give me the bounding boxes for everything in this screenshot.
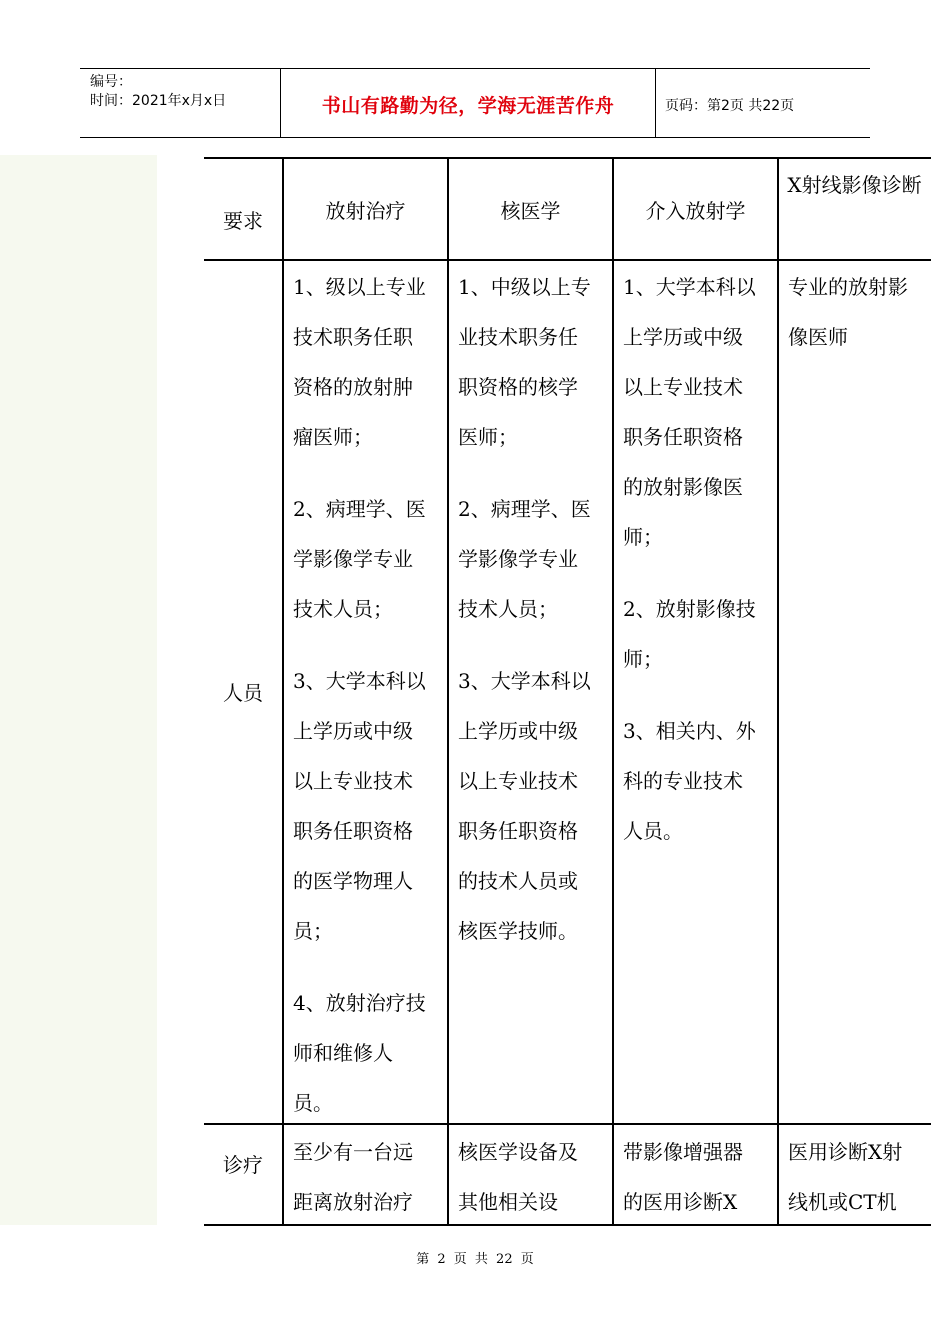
personnel-xray-diagnosis (788, 262, 908, 362)
cell-line: 职资格的核学 (458, 375, 578, 399)
personnel-interventional-radiology (623, 262, 756, 856)
cell-line: 的放射影像医 (623, 475, 743, 499)
header-meta (90, 73, 226, 111)
cell-line: 2、病理学、医 (293, 497, 426, 521)
cell-line: 师； (623, 647, 663, 671)
header-page-info: 页码：第2页 共22页 (665, 98, 795, 114)
table-rule (204, 259, 931, 261)
cell-line: 职务任职资格 (293, 819, 413, 843)
cell-line: 的医用诊断X (623, 1190, 738, 1214)
cell-line: 核医学技师。 (458, 919, 578, 943)
cell-line: 技术人员； (458, 597, 558, 621)
page-footer: 第 2 页 共 22 页 (416, 1252, 534, 1267)
equipment-xray-diagnosis (788, 1127, 902, 1227)
cell-line: 业技术职务任 (458, 325, 578, 349)
cell-line: 以上专业技术 (293, 769, 413, 793)
cell-line: 核医学设备及 (458, 1140, 578, 1164)
cell-line: 1、大学本科以 (623, 275, 756, 299)
cell-line: 2、放射影像技 (623, 597, 756, 621)
cell-line: 学影像学专业 (458, 547, 578, 571)
cell-line: 师； (623, 525, 663, 549)
cell-line: 职务任职资格 (458, 819, 578, 843)
paragraph-gap (293, 956, 426, 978)
cell-line: 线机或CT机 (788, 1190, 897, 1214)
header-motto: 书山有路勤为径，学海无涯苦作舟 (321, 95, 615, 117)
cell-line: 3、大学本科以 (293, 669, 426, 693)
personnel-radiotherapy (293, 262, 426, 1128)
cell-line: 人员。 (623, 819, 683, 843)
table-column-rule (447, 157, 449, 1226)
cell-line: 职务任职资格 (623, 425, 743, 449)
paragraph-gap (623, 684, 756, 706)
paragraph-gap (293, 462, 426, 484)
cell-line: 上学历或中级 (623, 325, 743, 349)
cell-line: 专业的放射影 (788, 275, 908, 299)
cell-line: 其他相关设 (458, 1190, 558, 1214)
cell-line: 医用诊断X射 (788, 1140, 903, 1164)
cell-line: 3、大学本科以 (458, 669, 591, 693)
column-header-nuclear-medicine: 核医学 (500, 199, 561, 223)
column-header-xray-diagnosis: X射线影像诊断 (787, 173, 922, 197)
equipment-radiotherapy (293, 1127, 413, 1227)
cell-line: 师和维修人 (293, 1041, 393, 1065)
cell-line: 技术人员； (293, 597, 393, 621)
cell-line: 上学历或中级 (458, 719, 578, 743)
cell-line: 科的专业技术 (623, 769, 743, 793)
personnel-nuclear-medicine (458, 262, 591, 956)
table-column-rule (282, 157, 284, 1226)
cell-line: 员。 (293, 1091, 333, 1115)
cell-line: 以上专业技术 (623, 375, 743, 399)
paragraph-gap (623, 562, 756, 584)
cell-line: 瘤医师； (293, 425, 373, 449)
table-column-rule (777, 157, 779, 1226)
cell-line: 3、相关内、外 (623, 719, 756, 743)
equipment-interventional-radiology (623, 1127, 743, 1227)
document-date: 时间：2021年x月x日 (90, 93, 227, 109)
cell-line: 技术职务任职 (293, 325, 413, 349)
cell-line: 上学历或中级 (293, 719, 413, 743)
table-rule (204, 157, 931, 159)
cell-line: 的医学物理人 (293, 869, 413, 893)
cell-line: 4、放射治疗技 (293, 991, 426, 1015)
column-header-interventional-radiology: 介入放射学 (645, 199, 746, 223)
cell-line: 距离放射治疗 (293, 1190, 413, 1214)
column-header-requirement: 要求 (223, 209, 263, 233)
column-header-radiotherapy: 放射治疗 (325, 199, 406, 223)
cell-line: 2、病理学、医 (458, 497, 591, 521)
row-label-personnel: 人员 (223, 681, 263, 705)
paragraph-gap (458, 462, 591, 484)
page-header (80, 68, 870, 138)
cell-line: 以上专业技术 (458, 769, 578, 793)
left-margin-shading (0, 155, 157, 1225)
cell-line: 1、中级以上专 (458, 275, 591, 299)
cell-line: 医师； (458, 425, 518, 449)
cell-line: 学影像学专业 (293, 547, 413, 571)
cell-line: 至少有一台远 (293, 1140, 413, 1164)
cell-line: 带影像增强器 (623, 1140, 743, 1164)
paragraph-gap (458, 634, 591, 656)
cell-line: 1、级以上专业 (293, 275, 426, 299)
table-column-rule (612, 157, 614, 1226)
cell-line: 的技术人员或 (458, 869, 578, 893)
equipment-nuclear-medicine (458, 1127, 578, 1227)
cell-line: 资格的放射肿 (293, 375, 413, 399)
row-label-equipment: 诊疗 (223, 1153, 263, 1177)
paragraph-gap (293, 634, 426, 656)
cell-line: 员； (293, 919, 333, 943)
document-number-label: 编号： (90, 74, 132, 90)
cell-line: 像医师 (788, 325, 848, 349)
